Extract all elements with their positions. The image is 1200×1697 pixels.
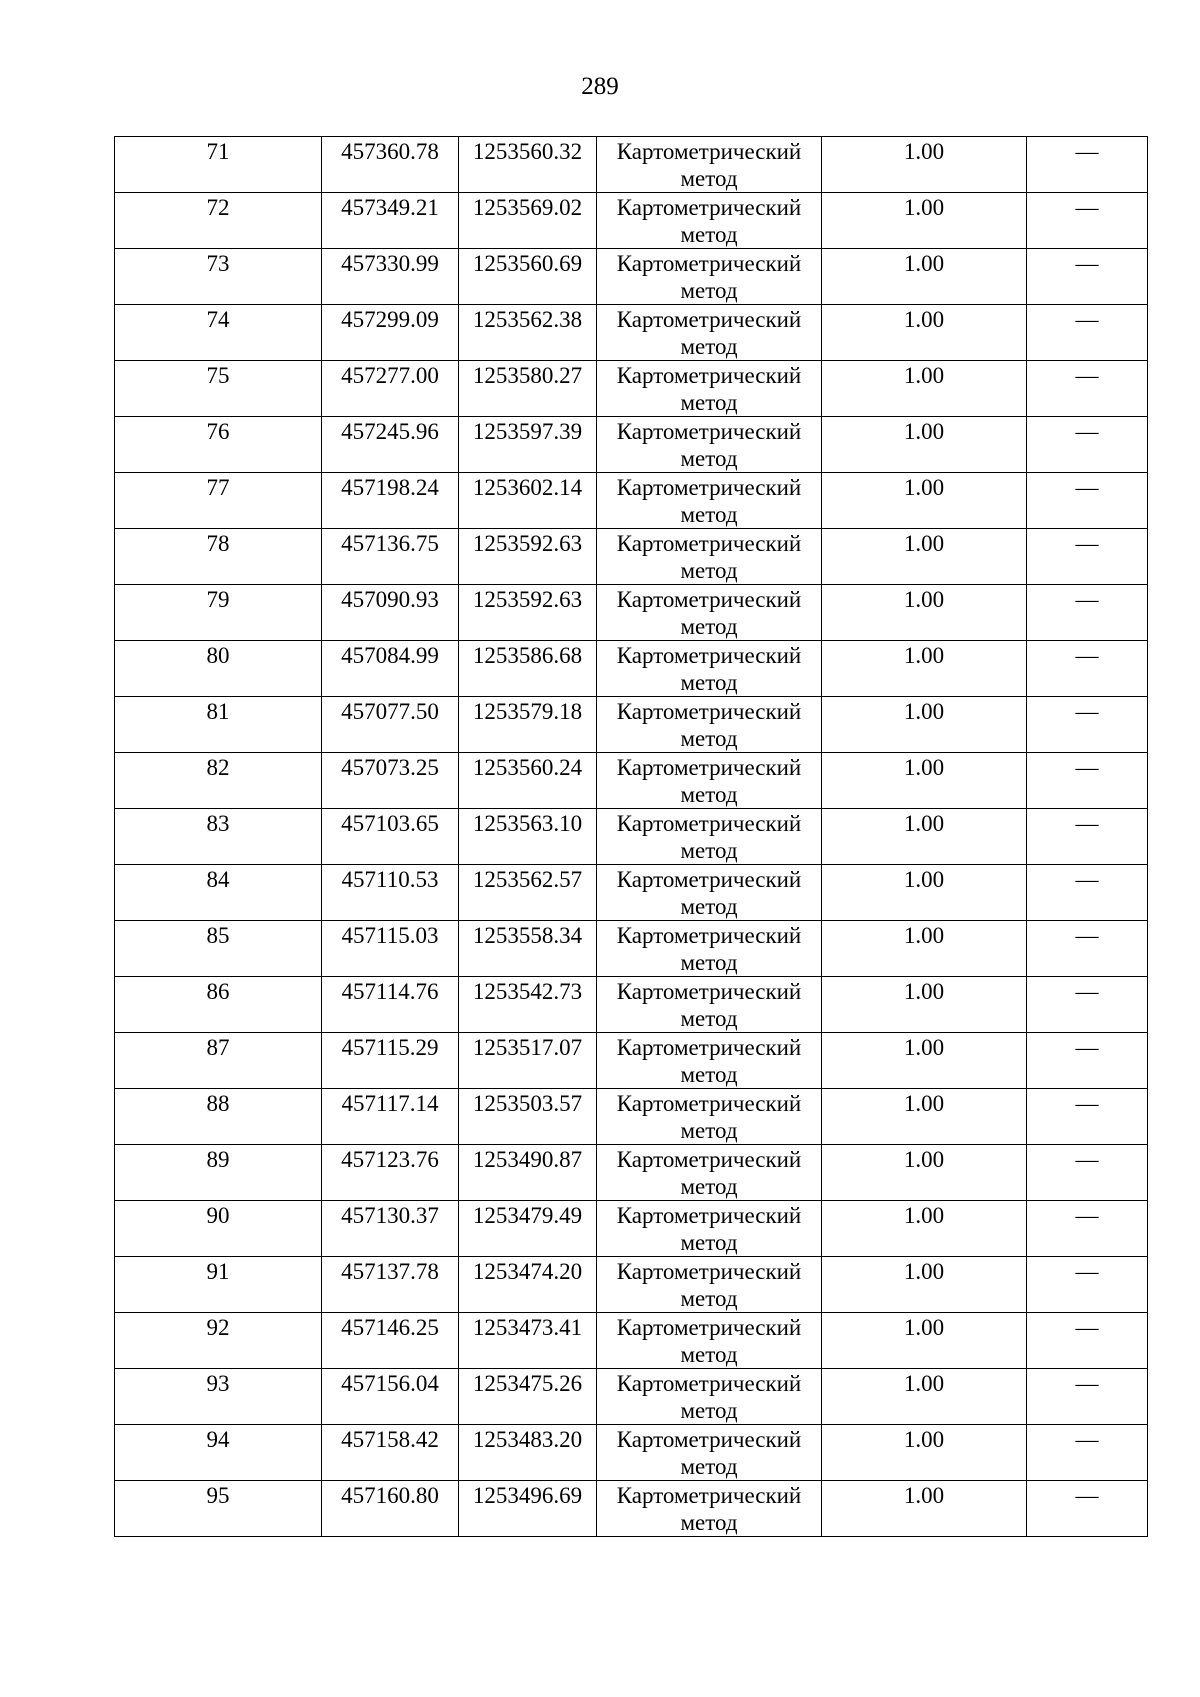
note-cell: — — [1027, 417, 1148, 473]
method-cell — [597, 249, 822, 305]
method-cell — [597, 1089, 822, 1145]
method-line-2: метод — [680, 446, 738, 471]
y-coordinate-cell: 1253490.87 — [459, 1145, 597, 1201]
y-coordinate-cell: 1253579.18 — [459, 697, 597, 753]
method-line-1: Картометрический — [616, 923, 802, 948]
method-cell — [597, 1425, 822, 1481]
note-cell: — — [1027, 529, 1148, 585]
x-coordinate-cell: 457349.21 — [322, 193, 459, 249]
table-row — [115, 697, 1148, 753]
point-number-cell: 74 — [115, 305, 322, 361]
table-row — [115, 641, 1148, 697]
method-cell — [597, 809, 822, 865]
method-line-2: метод — [680, 950, 738, 975]
method-line-1: Картометрический — [616, 643, 802, 668]
point-number-cell: 92 — [115, 1313, 322, 1369]
method-line-2: метод — [680, 726, 738, 751]
table-row — [115, 977, 1148, 1033]
method-line-2: метод — [680, 1398, 738, 1423]
point-number-cell: 86 — [115, 977, 322, 1033]
table-row — [115, 137, 1148, 193]
point-number-cell: 77 — [115, 473, 322, 529]
point-number-cell: 72 — [115, 193, 322, 249]
note-cell: — — [1027, 585, 1148, 641]
table-row — [115, 473, 1148, 529]
point-number-cell: 73 — [115, 249, 322, 305]
point-number-cell: 80 — [115, 641, 322, 697]
x-coordinate-cell: 457299.09 — [322, 305, 459, 361]
x-coordinate-cell: 457110.53 — [322, 865, 459, 921]
accuracy-cell: 1.00 — [822, 473, 1027, 529]
point-number-cell: 82 — [115, 753, 322, 809]
point-number-cell: 95 — [115, 1481, 322, 1537]
method-cell — [597, 1257, 822, 1313]
accuracy-cell: 1.00 — [822, 529, 1027, 585]
point-number-cell: 79 — [115, 585, 322, 641]
y-coordinate-cell: 1253496.69 — [459, 1481, 597, 1537]
method-line-2: метод — [680, 670, 738, 695]
y-coordinate-cell: 1253475.26 — [459, 1369, 597, 1425]
method-cell — [597, 1145, 822, 1201]
method-cell — [597, 641, 822, 697]
method-cell — [597, 1313, 822, 1369]
x-coordinate-cell: 457245.96 — [322, 417, 459, 473]
method-line-2: метод — [680, 1342, 738, 1367]
note-cell: — — [1027, 1145, 1148, 1201]
table-row — [115, 193, 1148, 249]
method-cell — [597, 585, 822, 641]
point-number-cell: 81 — [115, 697, 322, 753]
x-coordinate-cell: 457277.00 — [322, 361, 459, 417]
x-coordinate-cell: 457160.80 — [322, 1481, 459, 1537]
note-cell: — — [1027, 921, 1148, 977]
method-cell — [597, 361, 822, 417]
y-coordinate-cell: 1253560.69 — [459, 249, 597, 305]
method-line-1: Картометрический — [616, 307, 802, 332]
note-cell: — — [1027, 977, 1148, 1033]
method-line-1: Картометрический — [616, 1427, 802, 1452]
accuracy-cell: 1.00 — [822, 585, 1027, 641]
method-line-2: метод — [680, 1174, 738, 1199]
table-row — [115, 865, 1148, 921]
method-cell — [597, 529, 822, 585]
method-line-1: Картометрический — [616, 363, 802, 388]
x-coordinate-cell: 457360.78 — [322, 137, 459, 193]
x-coordinate-cell: 457137.78 — [322, 1257, 459, 1313]
method-line-2: метод — [680, 166, 738, 191]
method-cell — [597, 977, 822, 1033]
accuracy-cell: 1.00 — [822, 1369, 1027, 1425]
method-line-1: Картометрический — [616, 1371, 802, 1396]
y-coordinate-cell: 1253592.63 — [459, 529, 597, 585]
table-row — [115, 1369, 1148, 1425]
method-line-1: Картометрический — [616, 587, 802, 612]
method-line-1: Картометрический — [616, 1035, 802, 1060]
method-cell — [597, 753, 822, 809]
note-cell: — — [1027, 1089, 1148, 1145]
table-row — [115, 305, 1148, 361]
accuracy-cell: 1.00 — [822, 809, 1027, 865]
accuracy-cell: 1.00 — [822, 193, 1027, 249]
accuracy-cell: 1.00 — [822, 1145, 1027, 1201]
method-line-2: метод — [680, 334, 738, 359]
method-line-1: Картометрический — [616, 1091, 802, 1116]
table-row — [115, 249, 1148, 305]
table-row — [115, 921, 1148, 977]
method-line-1: Картометрический — [616, 755, 802, 780]
table-row — [115, 361, 1148, 417]
method-line-2: метод — [680, 558, 738, 583]
method-line-2: метод — [680, 1286, 738, 1311]
y-coordinate-cell: 1253563.10 — [459, 809, 597, 865]
method-line-1: Картометрический — [616, 1315, 802, 1340]
method-line-2: метод — [680, 894, 738, 919]
method-line-2: метод — [680, 502, 738, 527]
y-coordinate-cell: 1253580.27 — [459, 361, 597, 417]
method-cell — [597, 1033, 822, 1089]
x-coordinate-cell: 457077.50 — [322, 697, 459, 753]
method-line-2: метод — [680, 1006, 738, 1031]
point-number-cell: 76 — [115, 417, 322, 473]
method-line-2: метод — [680, 614, 738, 639]
method-line-2: метод — [680, 1510, 738, 1535]
x-coordinate-cell: 457117.14 — [322, 1089, 459, 1145]
accuracy-cell: 1.00 — [822, 305, 1027, 361]
accuracy-cell: 1.00 — [822, 249, 1027, 305]
accuracy-cell: 1.00 — [822, 641, 1027, 697]
accuracy-cell: 1.00 — [822, 1313, 1027, 1369]
point-number-cell: 71 — [115, 137, 322, 193]
method-line-1: Картометрический — [616, 1147, 802, 1172]
y-coordinate-cell: 1253558.34 — [459, 921, 597, 977]
method-line-2: метод — [680, 390, 738, 415]
method-line-2: метод — [680, 1118, 738, 1143]
method-cell — [597, 697, 822, 753]
accuracy-cell: 1.00 — [822, 753, 1027, 809]
note-cell: — — [1027, 865, 1148, 921]
method-cell — [597, 137, 822, 193]
note-cell: — — [1027, 1481, 1148, 1537]
y-coordinate-cell: 1253503.57 — [459, 1089, 597, 1145]
x-coordinate-cell: 457123.76 — [322, 1145, 459, 1201]
coordinates-table — [114, 136, 1148, 1537]
method-line-2: метод — [680, 782, 738, 807]
note-cell: — — [1027, 753, 1148, 809]
point-number-cell: 89 — [115, 1145, 322, 1201]
coordinates-table-body — [115, 137, 1148, 1537]
note-cell: — — [1027, 809, 1148, 865]
y-coordinate-cell: 1253562.57 — [459, 865, 597, 921]
note-cell: — — [1027, 1369, 1148, 1425]
y-coordinate-cell: 1253560.32 — [459, 137, 597, 193]
note-cell: — — [1027, 1033, 1148, 1089]
accuracy-cell: 1.00 — [822, 865, 1027, 921]
method-cell — [597, 193, 822, 249]
x-coordinate-cell: 457146.25 — [322, 1313, 459, 1369]
method-line-1: Картометрический — [616, 979, 802, 1004]
accuracy-cell: 1.00 — [822, 1033, 1027, 1089]
method-line-2: метод — [680, 1454, 738, 1479]
method-line-1: Картометрический — [616, 699, 802, 724]
table-row — [115, 1145, 1148, 1201]
note-cell: — — [1027, 697, 1148, 753]
table-row — [115, 1033, 1148, 1089]
x-coordinate-cell: 457198.24 — [322, 473, 459, 529]
note-cell: — — [1027, 1257, 1148, 1313]
method-cell — [597, 865, 822, 921]
method-line-1: Картометрический — [616, 1203, 802, 1228]
method-cell — [597, 1201, 822, 1257]
method-line-2: метод — [680, 838, 738, 863]
note-cell: — — [1027, 193, 1148, 249]
note-cell: — — [1027, 473, 1148, 529]
note-cell: — — [1027, 249, 1148, 305]
x-coordinate-cell: 457115.03 — [322, 921, 459, 977]
point-number-cell: 88 — [115, 1089, 322, 1145]
method-line-1: Картометрический — [616, 531, 802, 556]
table-row — [115, 1425, 1148, 1481]
y-coordinate-cell: 1253517.07 — [459, 1033, 597, 1089]
method-line-1: Картометрический — [616, 419, 802, 444]
y-coordinate-cell: 1253586.68 — [459, 641, 597, 697]
y-coordinate-cell: 1253569.02 — [459, 193, 597, 249]
method-cell — [597, 417, 822, 473]
accuracy-cell: 1.00 — [822, 417, 1027, 473]
x-coordinate-cell: 457136.75 — [322, 529, 459, 585]
note-cell: — — [1027, 305, 1148, 361]
accuracy-cell: 1.00 — [822, 921, 1027, 977]
table-row — [115, 529, 1148, 585]
method-cell — [597, 1369, 822, 1425]
y-coordinate-cell: 1253479.49 — [459, 1201, 597, 1257]
method-line-1: Картометрический — [616, 811, 802, 836]
accuracy-cell: 1.00 — [822, 1201, 1027, 1257]
point-number-cell: 93 — [115, 1369, 322, 1425]
x-coordinate-cell: 457156.04 — [322, 1369, 459, 1425]
method-cell — [597, 921, 822, 977]
x-coordinate-cell: 457158.42 — [322, 1425, 459, 1481]
y-coordinate-cell: 1253560.24 — [459, 753, 597, 809]
note-cell: — — [1027, 137, 1148, 193]
table-row — [115, 417, 1148, 473]
note-cell: — — [1027, 1201, 1148, 1257]
note-cell: — — [1027, 1425, 1148, 1481]
x-coordinate-cell: 457084.99 — [322, 641, 459, 697]
table-row — [115, 753, 1148, 809]
x-coordinate-cell: 457130.37 — [322, 1201, 459, 1257]
x-coordinate-cell: 457073.25 — [322, 753, 459, 809]
y-coordinate-cell: 1253562.38 — [459, 305, 597, 361]
method-line-1: Картометрический — [616, 195, 802, 220]
method-line-1: Картометрический — [616, 251, 802, 276]
y-coordinate-cell: 1253473.41 — [459, 1313, 597, 1369]
table-row — [115, 1257, 1148, 1313]
y-coordinate-cell: 1253592.63 — [459, 585, 597, 641]
method-cell — [597, 1481, 822, 1537]
accuracy-cell: 1.00 — [822, 697, 1027, 753]
method-line-1: Картометрический — [616, 867, 802, 892]
accuracy-cell: 1.00 — [822, 137, 1027, 193]
note-cell: — — [1027, 641, 1148, 697]
method-line-1: Картометрический — [616, 475, 802, 500]
table-row — [115, 1481, 1148, 1537]
table-row — [115, 809, 1148, 865]
point-number-cell: 78 — [115, 529, 322, 585]
point-number-cell: 90 — [115, 1201, 322, 1257]
method-line-2: метод — [680, 278, 738, 303]
note-cell: — — [1027, 361, 1148, 417]
method-cell — [597, 473, 822, 529]
point-number-cell: 94 — [115, 1425, 322, 1481]
method-line-2: метод — [680, 222, 738, 247]
table-row — [115, 1089, 1148, 1145]
accuracy-cell: 1.00 — [822, 977, 1027, 1033]
x-coordinate-cell: 457330.99 — [322, 249, 459, 305]
method-line-1: Картометрический — [616, 1259, 802, 1284]
x-coordinate-cell: 457090.93 — [322, 585, 459, 641]
table-row — [115, 1313, 1148, 1369]
accuracy-cell: 1.00 — [822, 1257, 1027, 1313]
accuracy-cell: 1.00 — [822, 1481, 1027, 1537]
accuracy-cell: 1.00 — [822, 361, 1027, 417]
table-row — [115, 585, 1148, 641]
y-coordinate-cell: 1253542.73 — [459, 977, 597, 1033]
x-coordinate-cell: 457115.29 — [322, 1033, 459, 1089]
method-line-1: Картометрический — [616, 1483, 802, 1508]
point-number-cell: 91 — [115, 1257, 322, 1313]
method-line-1: Картометрический — [616, 139, 802, 164]
method-line-2: метод — [680, 1230, 738, 1255]
page-number: 289 — [581, 73, 619, 100]
y-coordinate-cell: 1253602.14 — [459, 473, 597, 529]
note-cell: — — [1027, 1313, 1148, 1369]
point-number-cell: 83 — [115, 809, 322, 865]
y-coordinate-cell: 1253483.20 — [459, 1425, 597, 1481]
x-coordinate-cell: 457103.65 — [322, 809, 459, 865]
accuracy-cell: 1.00 — [822, 1425, 1027, 1481]
y-coordinate-cell: 1253597.39 — [459, 417, 597, 473]
table-row — [115, 1201, 1148, 1257]
point-number-cell: 75 — [115, 361, 322, 417]
method-cell — [597, 305, 822, 361]
point-number-cell: 87 — [115, 1033, 322, 1089]
point-number-cell: 85 — [115, 921, 322, 977]
point-number-cell: 84 — [115, 865, 322, 921]
y-coordinate-cell: 1253474.20 — [459, 1257, 597, 1313]
method-line-2: метод — [680, 1062, 738, 1087]
x-coordinate-cell: 457114.76 — [322, 977, 459, 1033]
accuracy-cell: 1.00 — [822, 1089, 1027, 1145]
